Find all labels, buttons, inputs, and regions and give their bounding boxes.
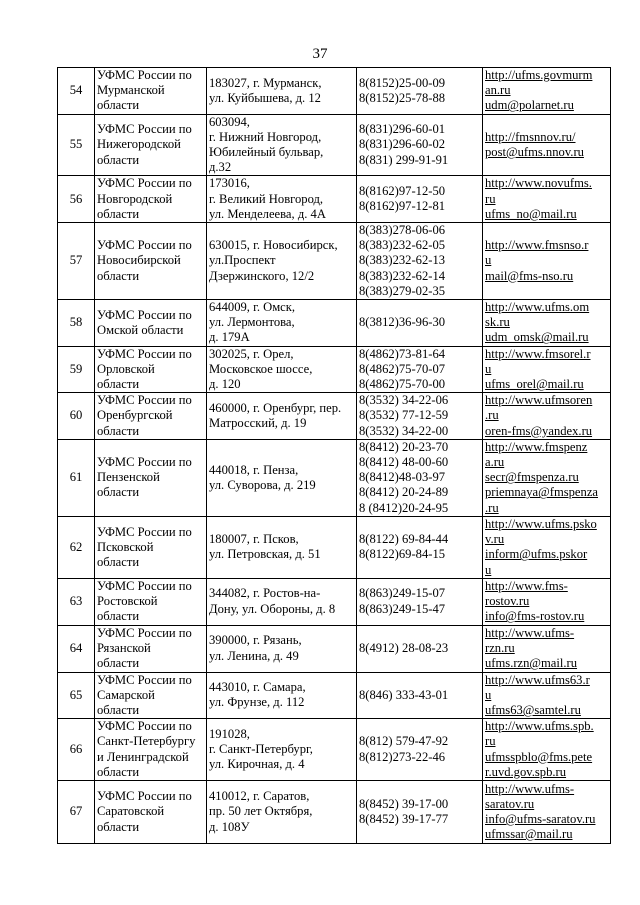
- contact-link[interactable]: mail@fms-nso.ru: [485, 268, 574, 283]
- address-cell: [207, 780, 357, 843]
- contact-link[interactable]: rostov.ru: [485, 594, 530, 609]
- address-line: д.32: [209, 160, 232, 175]
- office-name-line: области: [97, 268, 140, 283]
- address-line: Московское шоссе,: [209, 361, 313, 376]
- contact-link[interactable]: http://www.ufms.om: [485, 300, 590, 315]
- office-name-line: области: [97, 377, 140, 392]
- phone-number: 8(8452) 39-17-00: [359, 796, 449, 811]
- office-name-line: Оренбургской: [97, 408, 173, 423]
- office-name-line: области: [97, 656, 140, 671]
- phone-cell: [357, 780, 483, 843]
- office-name-line: Омской области: [97, 322, 184, 337]
- office-name-line: УФМС России по: [97, 393, 192, 408]
- contact-cell: [483, 176, 611, 223]
- contact-cell: [483, 578, 611, 625]
- phone-number: 8(863)249-15-47: [359, 601, 446, 616]
- address-cell: [207, 176, 357, 223]
- contact-cell: [483, 719, 611, 781]
- office-name-line: области: [97, 485, 140, 500]
- contact-link[interactable]: http://www.ufms-: [485, 781, 575, 796]
- address-line: г. Нижний Новгород,: [209, 129, 322, 144]
- office-name-line: УФМС России по: [97, 346, 192, 361]
- phone-number: 8(8162)97-12-50: [359, 184, 446, 199]
- address-line: 173016,: [209, 176, 250, 191]
- address-cell: [207, 578, 357, 625]
- contact-link[interactable]: r.uvd.gov.spb.ru: [485, 764, 567, 779]
- contact-link[interactable]: ru: [485, 191, 496, 206]
- office-name-line: УФМС России по: [97, 524, 192, 539]
- table-row: [58, 68, 611, 115]
- office-name-line: Псковской: [97, 539, 154, 554]
- phone-cell: [357, 346, 483, 393]
- address-line: 410012, г. Саратов,: [209, 789, 310, 804]
- phone-number: 8(831)296-60-02: [359, 137, 446, 152]
- address-cell: [207, 439, 357, 516]
- table-row: [58, 439, 611, 516]
- address-cell: [207, 625, 357, 672]
- address-cell: [207, 68, 357, 115]
- office-name-line: области: [97, 702, 140, 717]
- contact-link[interactable]: http://www.ufms63.r: [485, 672, 590, 687]
- contact-cell: [483, 114, 611, 176]
- address-cell: [207, 346, 357, 393]
- office-name-cell: [95, 516, 207, 578]
- office-name-line: Ростовской: [97, 594, 158, 609]
- phone-number: 8(8412)48-03-97: [359, 470, 446, 485]
- phone-cell: [357, 439, 483, 516]
- phone-number: 8(383)232-62-13: [359, 253, 446, 268]
- office-name-cell: [95, 346, 207, 393]
- row-number: 64: [58, 625, 95, 672]
- phone-cell: [357, 516, 483, 578]
- address-line: Матросский, д. 19: [209, 416, 307, 431]
- address-line: д. 179А: [209, 330, 250, 345]
- contact-link[interactable]: priemnaya@fmspenza: [485, 485, 598, 500]
- table-row: [58, 516, 611, 578]
- contact-link[interactable]: http://www.ufms.spb.: [485, 719, 594, 734]
- table-row: [58, 300, 611, 347]
- phone-number: 8(831) 299-91-91: [359, 152, 449, 167]
- contact-link[interactable]: ufms63@samtel.ru: [485, 702, 581, 717]
- address-line: ул. Кирочная, д. 4: [209, 757, 305, 772]
- contact-link[interactable]: u: [485, 687, 492, 702]
- contact-link[interactable]: u: [485, 562, 492, 577]
- contact-link[interactable]: http://www.ufmsoren: [485, 393, 593, 408]
- table-row: [58, 114, 611, 176]
- address-line: 390000, г. Рязань,: [209, 633, 302, 648]
- address-line: ул. Менделеева, д. 4А: [209, 206, 326, 221]
- table-row: [58, 719, 611, 781]
- contact-link[interactable]: http://www.fmsorel.r: [485, 346, 591, 361]
- contact-cell: [483, 393, 611, 440]
- row-number: 55: [58, 114, 95, 176]
- contact-link[interactable]: info@fms-rostov.ru: [485, 609, 585, 624]
- phone-number: 8(863)249-15-07: [359, 586, 446, 601]
- phone-cell: [357, 578, 483, 625]
- office-name-cell: [95, 300, 207, 347]
- row-number: 66: [58, 719, 95, 781]
- address-line: пр. 50 лет Октября,: [209, 804, 313, 819]
- office-name-line: области: [97, 764, 140, 779]
- contact-link[interactable]: http://fmsnnov.ru/: [485, 129, 576, 144]
- office-name-cell: [95, 672, 207, 719]
- office-name-line: УФМС России по: [97, 455, 192, 470]
- address-line: 630015, г. Новосибирск,: [209, 238, 338, 253]
- phone-number: 8(812)273-22-46: [359, 749, 446, 764]
- phone-number: 8(4912) 28-08-23: [359, 640, 449, 655]
- address-cell: [207, 223, 357, 300]
- address-line: 344082, г. Ростов-на-: [209, 586, 321, 601]
- contact-link[interactable]: u: [485, 253, 492, 268]
- address-line: ул. Петровская, д. 51: [209, 547, 321, 562]
- fms-offices-table: [57, 67, 611, 844]
- address-line: ул. Ленина, д. 49: [209, 648, 299, 663]
- address-cell: [207, 114, 357, 176]
- contact-cell: [483, 300, 611, 347]
- address-line: Юбилейный бульвар,: [209, 145, 324, 160]
- address-line: ул. Суворова, д. 219: [209, 477, 316, 492]
- row-number: 54: [58, 68, 95, 115]
- phone-number: 8(383)278-06-06: [359, 223, 446, 238]
- phone-cell: [357, 223, 483, 300]
- phone-cell: [357, 719, 483, 781]
- contact-link[interactable]: http://www.ufms-: [485, 625, 575, 640]
- row-number: 62: [58, 516, 95, 578]
- address-line: 183027, г. Мурманск,: [209, 75, 322, 90]
- contact-link[interactable]: udm_omsk@mail.ru: [485, 330, 589, 345]
- office-name-cell: [95, 393, 207, 440]
- office-name-line: УФМС России по: [97, 176, 192, 191]
- contact-link[interactable]: http://ufms.govmurm: [485, 68, 593, 82]
- office-name-line: Новгородской: [97, 191, 173, 206]
- office-name-line: области: [97, 609, 140, 624]
- office-name-cell: [95, 439, 207, 516]
- contact-link[interactable]: http://www.fmsnso.r: [485, 238, 589, 253]
- phone-cell: [357, 625, 483, 672]
- table-row: [58, 780, 611, 843]
- phone-cell: [357, 176, 483, 223]
- table-row: [58, 176, 611, 223]
- phone-number: 8 (8412)20-24-95: [359, 500, 449, 515]
- table-row: [58, 578, 611, 625]
- phone-cell: [357, 68, 483, 115]
- row-number: 60: [58, 393, 95, 440]
- phone-cell: [357, 393, 483, 440]
- address-cell: [207, 393, 357, 440]
- phone-number: 8(3532) 34-22-00: [359, 423, 449, 438]
- contact-link[interactable]: http://www.fmspenz: [485, 439, 588, 454]
- office-name-cell: [95, 68, 207, 115]
- office-name-line: области: [97, 206, 140, 221]
- phone-number: 8(383)279-02-35: [359, 283, 446, 298]
- phone-number: 8(4862)75-70-00: [359, 377, 446, 392]
- row-number: 58: [58, 300, 95, 347]
- table-row: [58, 625, 611, 672]
- phone-number: 8(8412) 20-24-89: [359, 485, 449, 500]
- contact-link[interactable]: u: [485, 361, 492, 376]
- phone-number: 8(3532) 34-22-06: [359, 393, 449, 408]
- phone-number: 8(3532) 77-12-59: [359, 408, 449, 423]
- address-line: ул. Фрунзе, д. 112: [209, 695, 305, 710]
- contact-link[interactable]: http://www.fms-: [485, 578, 568, 593]
- table-row: [58, 393, 611, 440]
- phone-cell: [357, 672, 483, 719]
- contact-link[interactable]: an.ru: [485, 83, 511, 98]
- contact-link[interactable]: secr@fmspenza.ru: [485, 470, 579, 485]
- phone-number: 8(831)296-60-01: [359, 122, 446, 137]
- address-line: 302025, г. Орел,: [209, 346, 294, 361]
- address-line: г. Великий Новгород,: [209, 191, 324, 206]
- contact-cell: [483, 439, 611, 516]
- office-name-line: УФМС России по: [97, 672, 192, 687]
- contact-link[interactable]: http://www.ufms.psko: [485, 516, 597, 531]
- office-name-cell: [95, 719, 207, 781]
- contact-link[interactable]: post@ufms.nnov.ru: [485, 145, 584, 160]
- office-name-cell: [95, 625, 207, 672]
- address-cell: [207, 516, 357, 578]
- page-number: 37: [312, 46, 328, 62]
- phone-number: 8(4862)73-81-64: [359, 346, 446, 361]
- phone-number: 8(383)232-62-14: [359, 268, 446, 283]
- contact-link[interactable]: .ru: [485, 500, 499, 515]
- contact-link[interactable]: inform@ufms.pskor: [485, 547, 588, 562]
- table-row: [58, 223, 611, 300]
- office-name-cell: [95, 114, 207, 176]
- office-name-line: УФМС России по: [97, 68, 192, 82]
- contact-link[interactable]: saratov.ru: [485, 796, 535, 811]
- office-name-line: Пензенской: [97, 470, 160, 485]
- office-name-line: УФМС России по: [97, 625, 192, 640]
- office-name-line: области: [97, 819, 140, 834]
- contact-link[interactable]: info@ufms-saratov.ru: [485, 811, 596, 826]
- address-cell: [207, 719, 357, 781]
- address-cell: [207, 300, 357, 347]
- address-line: г. Санкт-Петербург,: [209, 741, 313, 756]
- address-line: 440018, г. Пенза,: [209, 462, 299, 477]
- address-line: 191028,: [209, 726, 250, 741]
- address-line: 443010, г. Самара,: [209, 680, 306, 695]
- address-line: 180007, г. Псков,: [209, 532, 299, 547]
- address-line: ул. Куйбышева, д. 12: [209, 90, 321, 105]
- office-name-line: Санкт-Петербургу: [97, 734, 196, 749]
- address-line: Дзержинского, 12/2: [209, 268, 315, 283]
- office-name-line: УФМС России по: [97, 238, 192, 253]
- office-name-cell: [95, 176, 207, 223]
- office-name-line: области: [97, 423, 140, 438]
- table-row: [58, 346, 611, 393]
- office-name-line: Саратовской: [97, 804, 165, 819]
- phone-number: 8(8122)69-84-15: [359, 547, 446, 562]
- contact-link[interactable]: rzn.ru: [485, 640, 515, 655]
- contact-link[interactable]: ufms_no@mail.ru: [485, 206, 577, 221]
- office-name-line: Мурманской: [97, 83, 165, 98]
- address-line: ул. Лермонтова,: [209, 315, 295, 330]
- phone-cell: [357, 114, 483, 176]
- contact-link[interactable]: v.ru: [485, 532, 505, 547]
- phone-number: 8(3812)36-96-30: [359, 315, 446, 330]
- address-cell: [207, 672, 357, 719]
- row-number: 57: [58, 223, 95, 300]
- contact-cell: [483, 780, 611, 843]
- phone-number: 8(8412) 20-23-70: [359, 439, 449, 454]
- office-name-line: Самарской: [97, 687, 155, 702]
- table-row: [58, 672, 611, 719]
- office-name-line: Нижегородской: [97, 137, 181, 152]
- phone-number: 8(4862)75-70-07: [359, 361, 446, 376]
- office-name-cell: [95, 780, 207, 843]
- office-name-line: УФМС России по: [97, 789, 192, 804]
- phone-number: 8(846) 333-43-01: [359, 687, 449, 702]
- contact-link[interactable]: .ru: [485, 408, 499, 423]
- office-name-line: и Ленинградской: [97, 749, 189, 764]
- phone-number: 8(383)232-62-05: [359, 238, 446, 253]
- contact-link[interactable]: ufms_orel@mail.ru: [485, 377, 584, 392]
- address-line: 460000, г. Оренбург, пер.: [209, 400, 342, 415]
- office-name-cell: [95, 223, 207, 300]
- row-number: 59: [58, 346, 95, 393]
- contact-link[interactable]: ru: [485, 734, 496, 749]
- phone-number: 8(8152)25-00-09: [359, 75, 446, 90]
- phone-number: 8(8162)97-12-81: [359, 199, 446, 214]
- office-name-line: УФМС России по: [97, 307, 192, 322]
- contact-cell: [483, 346, 611, 393]
- row-number: 63: [58, 578, 95, 625]
- office-name-line: Рязанской: [97, 640, 151, 655]
- contact-link[interactable]: a.ru: [485, 455, 505, 470]
- contact-cell: [483, 672, 611, 719]
- contact-link[interactable]: ufmsspblo@fms.pete: [485, 749, 593, 764]
- row-number: 67: [58, 780, 95, 843]
- phone-number: 8(8152)25-78-88: [359, 90, 446, 105]
- office-name-line: области: [97, 554, 140, 569]
- address-line: 603094,: [209, 114, 250, 129]
- contact-cell: [483, 223, 611, 300]
- address-line: д. 120: [209, 377, 241, 392]
- phone-number: 8(8122) 69-84-44: [359, 532, 449, 547]
- office-name-line: области: [97, 98, 140, 113]
- contact-link[interactable]: sk.ru: [485, 315, 510, 330]
- office-name-line: УФМС России по: [97, 578, 192, 593]
- address-line: Дону, ул. Обороны, д. 8: [209, 601, 336, 616]
- contact-link[interactable]: http://www.novufms.: [485, 176, 592, 191]
- row-number: 61: [58, 439, 95, 516]
- phone-number: 8(8412) 48-00-60: [359, 455, 449, 470]
- office-name-cell: [95, 578, 207, 625]
- office-name-line: УФМС России по: [97, 122, 192, 137]
- contact-cell: [483, 516, 611, 578]
- office-name-line: Орловской: [97, 361, 155, 376]
- contact-cell: [483, 68, 611, 115]
- phone-number: 8(8452) 39-17-77: [359, 811, 449, 826]
- contact-link[interactable]: udm@polarnet.ru: [485, 98, 574, 113]
- contact-link[interactable]: ufms.rzn@mail.ru: [485, 656, 578, 671]
- address-line: 644009, г. Омск,: [209, 300, 296, 315]
- contact-link[interactable]: ufmssar@mail.ru: [485, 827, 573, 842]
- row-number: 56: [58, 176, 95, 223]
- contact-cell: [483, 625, 611, 672]
- address-line: д. 108У: [209, 819, 250, 834]
- row-number: 65: [58, 672, 95, 719]
- phone-number: 8(812) 579-47-92: [359, 734, 449, 749]
- office-name-line: области: [97, 152, 140, 167]
- office-name-line: Новосибирской: [97, 253, 181, 268]
- phone-cell: [357, 300, 483, 347]
- address-line: ул.Проспект: [209, 253, 276, 268]
- office-name-line: УФМС России по: [97, 719, 192, 734]
- contact-link[interactable]: oren-fms@yandex.ru: [485, 423, 593, 438]
